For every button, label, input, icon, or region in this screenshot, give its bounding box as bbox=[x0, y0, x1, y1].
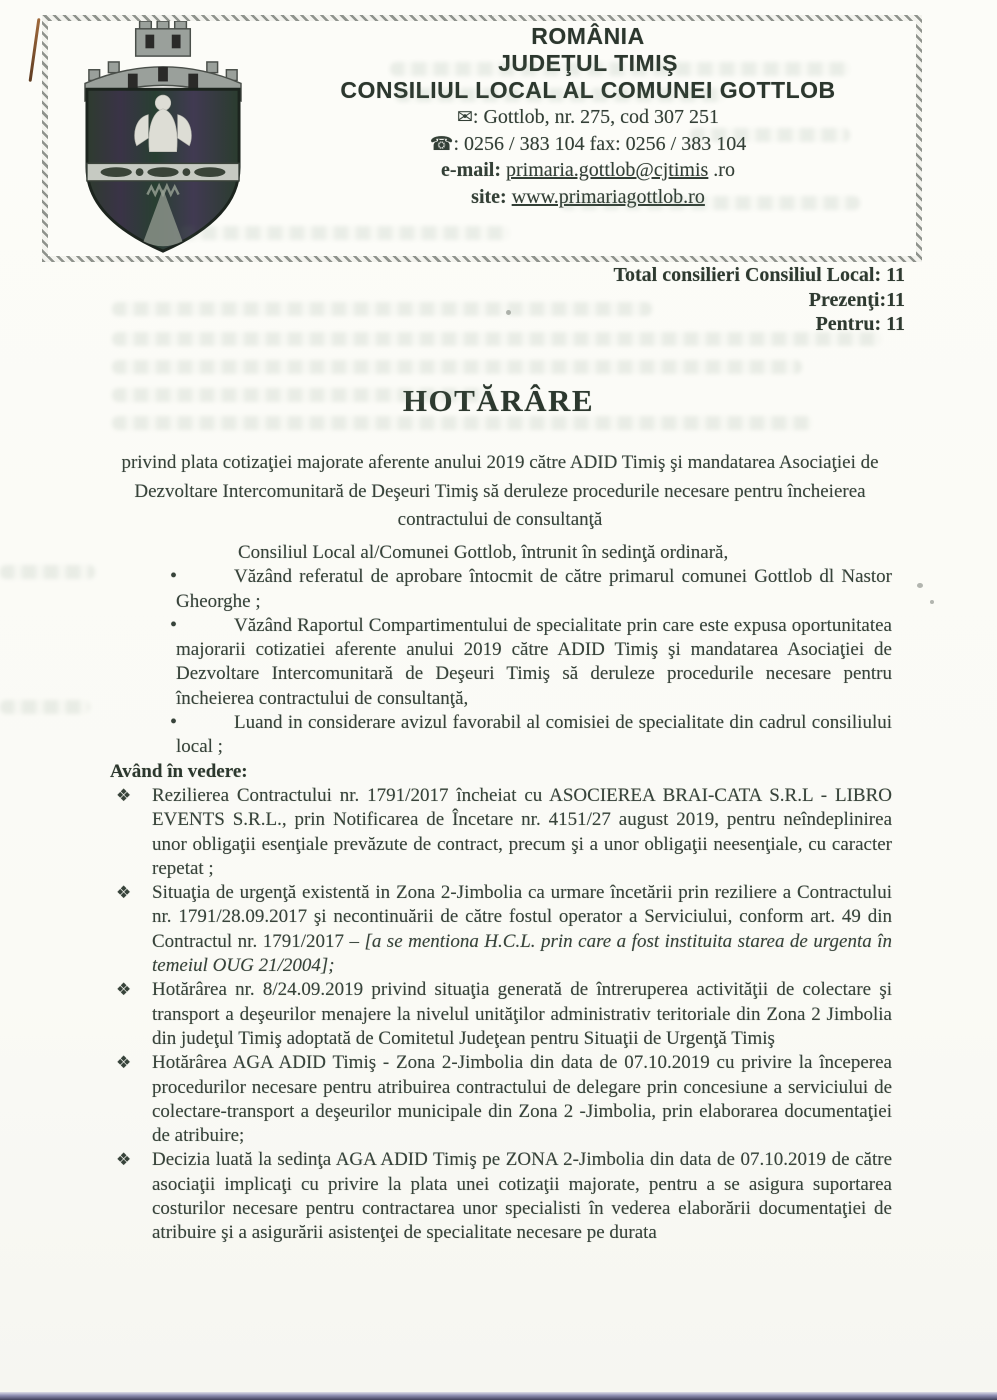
bleed-through-artifact bbox=[112, 302, 652, 316]
country-title: ROMÂNIA bbox=[531, 23, 645, 49]
email-suffix: .ro bbox=[708, 159, 735, 181]
consideration-item bbox=[110, 1148, 892, 1245]
document-subtitle: privind plata cotizaţiei majorate aferente anului 2019 către ADID Timiş şi mandatarea Asociaţiei de Dezvoltare Intercomunitară de Deşeuri Timiş să deruleze procedurile necesare pentru încheierea contractului de consultanţă bbox=[121, 452, 879, 530]
consideration-text: Decizia luată la sedinţa AGA ADID Timiş pe ZONA 2-Jimbolia din data de 07.10.2019 de către asociaţii implicaţi cu privire la plata unei cotizaţii majorate, pentru a se asigura suportarea costurilor necesare pentru contractarea unor specialisti în vederea elaborării documentaţiei de atribuire şi a asigurării asistenţei de specialitate necesare pe durata bbox=[152, 1149, 892, 1244]
consideration-italic: [a se mentiona H.C.L. prin care a fost instituita starea de urgenta în temeiul OUG 21/2004]; bbox=[152, 930, 892, 977]
bleed-through-artifact bbox=[112, 360, 802, 374]
preamble-item bbox=[110, 614, 892, 711]
stat-votes-for: Pentru: 11 bbox=[815, 313, 905, 335]
bullet-icon: • bbox=[170, 613, 178, 636]
speck-artifact bbox=[917, 583, 923, 588]
diamond-bullet-icon: ❖ bbox=[116, 883, 132, 903]
phone-line bbox=[266, 132, 910, 158]
council-stats-block bbox=[613, 263, 905, 337]
email-line bbox=[266, 158, 910, 184]
crest-ornament-band bbox=[87, 163, 239, 181]
header-box-inner bbox=[48, 21, 916, 256]
preamble-item-text: Luand in considerare avizul favorabil al comisiei de specialitate din cadrul consiliului local ; bbox=[176, 712, 892, 758]
bleed-through-artifact bbox=[0, 565, 95, 579]
coat-of-arms-image bbox=[62, 21, 264, 255]
consideration-item bbox=[110, 881, 892, 978]
diamond-bullet-icon: ❖ bbox=[116, 1053, 132, 1073]
preamble-item bbox=[110, 711, 892, 760]
speck-artifact bbox=[506, 310, 511, 315]
preamble-intro: Consiliul Local al/Comunei Gottlob, întrunit în sedinţă ordinară, bbox=[238, 542, 729, 563]
stat-present: Prezenţi:11 bbox=[808, 288, 905, 311]
institution-title: CONSILIUL LOCAL AL COMUNEI GOTTLOB bbox=[340, 77, 836, 103]
preamble-item-text: Văzând Raportul Compartimentului de specialitate prin care este expusa oportunitatea majorarii cotizatiei aferente anului 2019 către ADID Timiş şi mandatarea Asociaţiei de Dezvoltare Intercomunitară de Deşeuri Timiş să deruleze procedurile necesare pentru încheierea contractului de consultanţă, bbox=[176, 614, 892, 709]
header-text-block bbox=[266, 23, 910, 210]
address-line bbox=[266, 105, 910, 131]
site-label: site: bbox=[471, 185, 507, 208]
preamble-item-text: Văzând referatul de aprobare întocmit de către primarul comunei Gottlob dl Nastor Gheorghe ; bbox=[176, 566, 892, 612]
diamond-bullet-icon: ❖ bbox=[116, 785, 132, 805]
header-box bbox=[42, 15, 922, 262]
consideration-text: Hotărârea AGA ADID Timiş - Zona 2-Jimbolia din data de 07.10.2019 cu privire la începerea procedurilor necesare pentru atribuirea contractului de delegare prin concesiune a serviciului de colectare-transport a deşeurilor municipale din Zona 2 -Jimbolia, prin elaborarea documentaţiei de atribuire; bbox=[152, 1052, 892, 1147]
address-text: : Gottlob, nr. 275, cod 307 251 bbox=[472, 106, 720, 128]
diamond-bullet-icon: ❖ bbox=[116, 980, 132, 1000]
phone-icon: ☎ bbox=[429, 133, 454, 155]
diamond-bullet-icon: ❖ bbox=[116, 1150, 132, 1170]
phone-text: : 0256 / 383 104 fax: 0256 / 383 104 bbox=[453, 132, 747, 155]
document-title: HOTĂRÂRE bbox=[402, 383, 595, 418]
email-link[interactable]: primaria.gottlob@cjtimis bbox=[506, 159, 709, 181]
having-regard-heading: Având în vedere: bbox=[110, 760, 248, 782]
consideration-text: Hotărârea nr. 8/24.09.2019 privind situaţia generată de întreruperea activităţii de colectare şi transport a deşeurilor menajere la nivelul unităţilor administrativ teritoriale din Zona 2 Jimbolia din judeţul Timiş adoptată de Comitetul Judeţean pentru Situaţii de Urgenţă Timiş bbox=[152, 979, 892, 1049]
consideration-text: Situaţia de urgenţă existentă in Zona 2-Jimbolia ca urmare încetării prin reziliere a Contractului nr. 1791/28.09.2017 şi necontinuării de către fostul operator a Serviciului, conform art. 49 din Contractul nr. 1791/2017 – bbox=[152, 882, 892, 952]
preamble-item bbox=[110, 565, 892, 614]
speck-artifact bbox=[930, 600, 934, 604]
document-body bbox=[110, 541, 892, 1246]
bleed-through-artifact bbox=[0, 700, 90, 714]
envelope-icon: ✉ bbox=[456, 107, 473, 128]
site-link[interactable]: www.primariagottlob.ro bbox=[511, 185, 705, 208]
consideration-text: Rezilierea Contractului nr. 1791/2017 încheiat cu ASOCIEREA BRAI-CATA S.R.L - LIBRO EVENTS S.R.L., prin Notificarea de Încetare nr. 4151/27 august 2019, pentru neîndeplinirea unor obligaţii esenţiale prevăzute de contract, precum şi a unor obligaţii neesenţiale, cu caracter repetat ; bbox=[152, 784, 892, 879]
bullet-icon: • bbox=[170, 565, 178, 588]
consideration-item bbox=[110, 1051, 892, 1148]
county-title: JUDEŢUL TIMIŞ bbox=[498, 50, 678, 76]
scan-edge bbox=[0, 1392, 997, 1400]
email-label: e-mail: bbox=[441, 159, 502, 181]
site-line bbox=[266, 185, 910, 211]
bullet-icon: • bbox=[170, 711, 178, 734]
stat-total-councillors: Total consilieri Consiliul Local: 11 bbox=[613, 264, 905, 286]
consideration-item bbox=[110, 978, 892, 1051]
consideration-item bbox=[110, 784, 892, 881]
pen-scratch-artifact bbox=[29, 18, 41, 82]
